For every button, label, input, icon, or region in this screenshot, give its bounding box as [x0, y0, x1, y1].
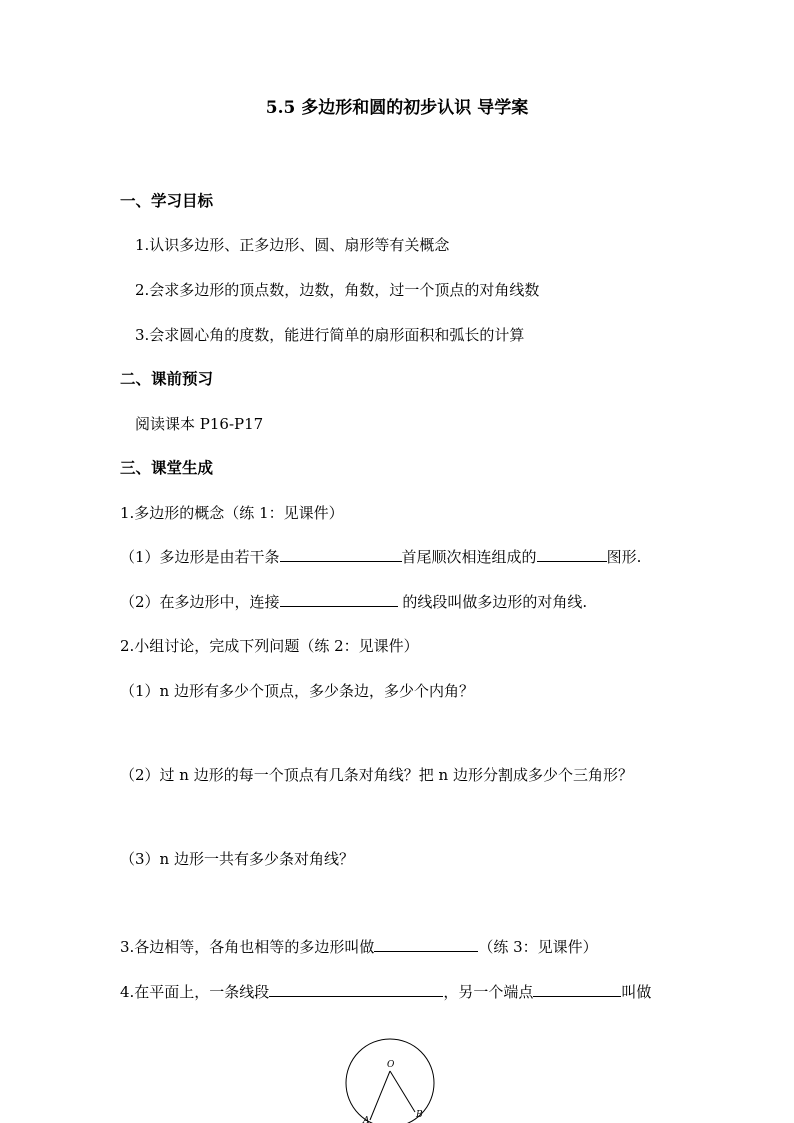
q1-sub1-part-a: （1）多边形是由若干条 — [120, 548, 280, 566]
question-1-sub-2 — [120, 592, 587, 612]
point-b-label: B — [416, 1110, 423, 1120]
radius-ob — [390, 1071, 415, 1112]
answer-blank[interactable] — [533, 982, 621, 997]
q1-sub2-part-b: 的线段叫做多边形的对角线. — [397, 593, 588, 611]
q4-part-c: 叫做 — [621, 983, 652, 1001]
q3-part-b: （练 3：见课件） — [478, 938, 598, 956]
question-2-sub-2: （2）过 n 边形的每一个顶点有几条对角线？把 n 边形分割成多少个三角形？ — [120, 766, 633, 784]
preview-text: 阅读课本 P16-P17 — [135, 415, 264, 433]
objective-item-1: 1.认识多边形、正多边形、圆、扇形等有关概念 — [135, 236, 450, 254]
q3-part-a: 3.各边相等，各角也相等的多边形叫做 — [120, 938, 375, 956]
answer-blank[interactable] — [537, 547, 607, 562]
answer-blank[interactable] — [374, 937, 478, 952]
answer-blank[interactable] — [280, 547, 402, 562]
question-1-sub-1 — [120, 547, 641, 567]
q4-part-b: ，另一个端点 — [443, 983, 534, 1001]
question-3 — [120, 937, 598, 957]
question-2: 2.小组讨论，完成下列问题（练 2：见课件） — [120, 637, 419, 655]
page-title: 5.5 多边形和圆的初步认识 导学案 — [265, 98, 529, 118]
answer-blank[interactable] — [280, 592, 398, 607]
question-4 — [120, 982, 651, 1002]
question-1: 1.多边形的概念（练 1：见课件） — [120, 504, 344, 522]
q1-sub2-part-a: （2）在多边形中，连接 — [120, 593, 280, 611]
objective-item-2: 2.会求多边形的顶点数，边数，角数，过一个顶点的对角线数 — [135, 281, 540, 299]
point-a-label: A — [363, 1116, 370, 1123]
section-heading-preview: 二、课前预习 — [120, 369, 214, 388]
q1-sub1-part-c: 图形. — [606, 548, 642, 566]
q1-sub1-part-b: 首尾顺次相连组成的 — [401, 548, 537, 566]
answer-blank[interactable] — [269, 982, 443, 997]
question-2-sub-1: （1）n 边形有多少个顶点，多少条边，多少个内角？ — [120, 682, 474, 700]
q4-part-a: 4.在平面上，一条线段 — [120, 983, 270, 1001]
question-2-sub-3: （3）n 边形一共有多少条对角线？ — [120, 850, 354, 868]
objective-item-3: 3.会求圆心角的度数，能进行简单的扇形面积和弧长的计算 — [135, 326, 525, 344]
circle-sector-figure — [335, 1028, 445, 1123]
radius-oa — [370, 1071, 390, 1120]
section-heading-class: 三、课堂生成 — [120, 458, 214, 477]
center-label: O — [387, 1060, 395, 1070]
section-heading-objectives: 一、学习目标 — [120, 191, 214, 210]
